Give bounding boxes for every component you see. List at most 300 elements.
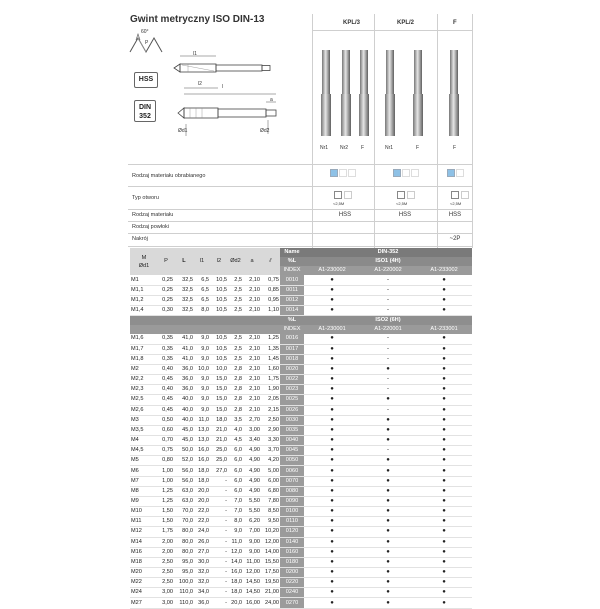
table-row bbox=[130, 456, 472, 466]
size-cell: M1 bbox=[130, 275, 158, 285]
material-icon bbox=[348, 169, 356, 177]
size-cell: M3,5 bbox=[130, 425, 158, 435]
availability-cell: ● bbox=[416, 547, 472, 557]
dim-cell: 2,8 bbox=[228, 395, 243, 405]
size-cell: M9 bbox=[130, 496, 158, 506]
dim-cell: 2,5 bbox=[228, 344, 243, 354]
dim-cell: 0,85 bbox=[261, 285, 280, 295]
availability-cell: ● bbox=[416, 598, 472, 608]
dim-cell: 2,5 bbox=[228, 305, 243, 315]
col-d2: Ød2 bbox=[228, 248, 243, 275]
dim-cell: - bbox=[210, 568, 228, 578]
divider-line bbox=[128, 209, 472, 210]
dim-cell: 10,20 bbox=[261, 527, 280, 537]
availability-cell: ● bbox=[360, 517, 416, 527]
availability-cell: ● bbox=[416, 466, 472, 476]
index-cell: 0022 bbox=[280, 375, 304, 385]
index-cell: 0016 bbox=[280, 334, 304, 344]
availability-cell: ● bbox=[360, 598, 416, 608]
din-badge bbox=[134, 100, 156, 122]
dim-cell: 8,0 bbox=[228, 517, 243, 527]
dim-cell: 7,80 bbox=[261, 496, 280, 506]
dim-cell: 2,10 bbox=[243, 285, 261, 295]
dim-cell: 0,25 bbox=[158, 295, 174, 305]
availability-cell: ● bbox=[416, 275, 472, 285]
dim-cell: 3,30 bbox=[261, 435, 280, 445]
availability-cell: ● bbox=[416, 405, 472, 415]
availability-cell: - bbox=[360, 344, 416, 354]
material-icon bbox=[411, 169, 419, 177]
availability-cell: - bbox=[360, 354, 416, 364]
dim-cell: 2,10 bbox=[243, 354, 261, 364]
dim-cell: 10,5 bbox=[210, 334, 228, 344]
index-cell: 0160 bbox=[280, 547, 304, 557]
availability-cell: ● bbox=[304, 405, 360, 415]
table-row bbox=[130, 354, 472, 364]
divider-line bbox=[128, 233, 472, 234]
dim-cell: 4,20 bbox=[261, 456, 280, 466]
photo-label: Nr1 bbox=[320, 145, 329, 151]
dim-cell: 40,0 bbox=[174, 415, 194, 425]
index-cell: 0090 bbox=[280, 496, 304, 506]
dim-cell: - bbox=[210, 588, 228, 598]
dim-cell: 15,0 bbox=[210, 375, 228, 385]
divider-line bbox=[128, 164, 472, 165]
dim-cell: 2,10 bbox=[243, 395, 261, 405]
dim-cell: 21,0 bbox=[210, 425, 228, 435]
angle-label: 60° bbox=[141, 29, 149, 35]
dim-cell: 32,0 bbox=[194, 578, 210, 588]
hss-badge: HSS bbox=[134, 72, 158, 88]
dim-cell: 8,0 bbox=[194, 305, 210, 315]
index-label: INDEX bbox=[280, 325, 304, 334]
availability-cell: ● bbox=[416, 354, 472, 364]
dim-cell: 34,0 bbox=[194, 588, 210, 598]
dim-cell: 6,0 bbox=[228, 446, 243, 456]
dim-cell: 3,00 bbox=[158, 598, 174, 608]
dim-cell: 2,00 bbox=[158, 537, 174, 547]
material-p-icon bbox=[393, 169, 401, 177]
index-cell: 0050 bbox=[280, 456, 304, 466]
availability-cell: ● bbox=[304, 456, 360, 466]
prop-hole-type: Typ otworu bbox=[132, 195, 159, 201]
availability-cell: ● bbox=[360, 578, 416, 588]
availability-cell: - bbox=[360, 295, 416, 305]
dim-cell: 9,0 bbox=[194, 375, 210, 385]
availability-cell: ● bbox=[304, 275, 360, 285]
availability-cell: ● bbox=[416, 507, 472, 517]
dim-cell: 3,70 bbox=[261, 446, 280, 456]
dim-cell: 95,0 bbox=[174, 568, 194, 578]
dim-cell: 9,00 bbox=[243, 547, 261, 557]
dim-cell: - bbox=[210, 486, 228, 496]
name-label: Name bbox=[280, 248, 304, 257]
blind-hole-icon bbox=[334, 191, 342, 199]
availability-cell: ● bbox=[416, 295, 472, 305]
table-row bbox=[130, 364, 472, 374]
dim-cell: 8,50 bbox=[261, 507, 280, 517]
availability-cell: - bbox=[360, 405, 416, 415]
size-cell: M16 bbox=[130, 547, 158, 557]
dim-cell: 3,40 bbox=[243, 435, 261, 445]
dim-cell: 2,5 bbox=[228, 354, 243, 364]
size-cell: M8 bbox=[130, 486, 158, 496]
dim-cell: 25,0 bbox=[210, 446, 228, 456]
dim-cell: 1,60 bbox=[261, 364, 280, 374]
dim-cell: 19,50 bbox=[261, 578, 280, 588]
dim-cell: 15,0 bbox=[210, 385, 228, 395]
availability-cell: ● bbox=[360, 527, 416, 537]
index-cell: 0220 bbox=[280, 578, 304, 588]
dim-cell: - bbox=[210, 476, 228, 486]
dim-cell: 25,0 bbox=[210, 456, 228, 466]
material-p-icon bbox=[447, 169, 455, 177]
index-cell: 0012 bbox=[280, 295, 304, 305]
availability-cell: ● bbox=[304, 537, 360, 547]
dim-cell: 3,00 bbox=[158, 588, 174, 598]
availability-cell: ● bbox=[416, 375, 472, 385]
code-cell: A1-233001 bbox=[416, 325, 472, 334]
code-cell: A1-230001 bbox=[304, 325, 360, 334]
dim-cell: 7,0 bbox=[228, 507, 243, 517]
availability-cell: ● bbox=[304, 557, 360, 567]
dim-cell: 14,0 bbox=[228, 557, 243, 567]
dim-cell: 7,00 bbox=[243, 527, 261, 537]
availability-cell: ● bbox=[304, 435, 360, 445]
dim-cell: 1,50 bbox=[158, 517, 174, 527]
dim-cell: 2,50 bbox=[158, 568, 174, 578]
table-row bbox=[130, 305, 472, 315]
table-row bbox=[130, 425, 472, 435]
availability-cell: ● bbox=[416, 517, 472, 527]
dim-cell: 2,05 bbox=[261, 395, 280, 405]
size-cell: M27 bbox=[130, 598, 158, 608]
dim-cell: 1,75 bbox=[158, 527, 174, 537]
dim-cell: 12,0 bbox=[228, 547, 243, 557]
dim-cell: - bbox=[210, 578, 228, 588]
dim-cell: 27,0 bbox=[194, 547, 210, 557]
table-row bbox=[130, 405, 472, 415]
index-cell: 0045 bbox=[280, 446, 304, 456]
availability-cell: ● bbox=[304, 466, 360, 476]
availability-cell: ● bbox=[360, 507, 416, 517]
dim-cell: 0,30 bbox=[158, 305, 174, 315]
size-cell: M4,5 bbox=[130, 446, 158, 456]
availability-cell: ● bbox=[416, 344, 472, 354]
size-cell: M20 bbox=[130, 568, 158, 578]
dim-cell: 2,8 bbox=[228, 405, 243, 415]
material-value: HSS bbox=[398, 212, 412, 218]
table-row bbox=[130, 557, 472, 567]
table-row bbox=[130, 578, 472, 588]
index-cell: 0110 bbox=[280, 517, 304, 527]
index-cell: 0040 bbox=[280, 435, 304, 445]
dim-cell: 4,0 bbox=[228, 425, 243, 435]
dim-cell: 5,00 bbox=[261, 466, 280, 476]
dim-cell: 13,0 bbox=[194, 435, 210, 445]
dim-cell: 24,0 bbox=[194, 527, 210, 537]
dim-cell: - bbox=[210, 598, 228, 608]
pct-label: %L bbox=[280, 316, 304, 326]
dim-cell: 16,0 bbox=[228, 568, 243, 578]
prop-material: Rodzaj materiału bbox=[132, 212, 174, 218]
dim-cell: 1,00 bbox=[158, 466, 174, 476]
tap-photos bbox=[312, 30, 472, 150]
dim-cell: 13,0 bbox=[194, 425, 210, 435]
availability-cell: ● bbox=[416, 496, 472, 506]
availability-cell: ● bbox=[304, 507, 360, 517]
dim-cell: 10,5 bbox=[210, 305, 228, 315]
dim-cell: 0,40 bbox=[158, 364, 174, 374]
availability-cell: ● bbox=[416, 385, 472, 395]
availability-cell: ● bbox=[304, 344, 360, 354]
page-title: Gwint metryczny ISO DIN-13 bbox=[130, 14, 265, 25]
col-l2: l2 bbox=[210, 248, 228, 275]
table-row bbox=[130, 385, 472, 395]
dim-cell: 40,0 bbox=[174, 395, 194, 405]
dim-cell: 18,0 bbox=[194, 466, 210, 476]
availability-cell: ● bbox=[416, 285, 472, 295]
table-row bbox=[130, 344, 472, 354]
material-value: HSS bbox=[448, 212, 462, 218]
availability-cell: ● bbox=[360, 425, 416, 435]
dim-cell: 0,45 bbox=[158, 375, 174, 385]
material-icon bbox=[456, 169, 464, 177]
availability-cell: ● bbox=[416, 456, 472, 466]
table-row bbox=[130, 466, 472, 476]
dim-cell: 26,0 bbox=[194, 537, 210, 547]
dim-cell: 15,50 bbox=[261, 557, 280, 567]
size-cell: M2,2 bbox=[130, 375, 158, 385]
dim-cell: 11,0 bbox=[194, 415, 210, 425]
dim-cell: 20,0 bbox=[228, 598, 243, 608]
prop-coating: Rodzaj powłoki bbox=[132, 224, 169, 230]
dim-cell: 4,90 bbox=[243, 456, 261, 466]
d1-label: Ød1 bbox=[178, 128, 188, 134]
table-row bbox=[130, 496, 472, 506]
availability-cell: ● bbox=[360, 415, 416, 425]
dim-cell: 32,5 bbox=[174, 295, 194, 305]
dim-cell: 5,50 bbox=[243, 496, 261, 506]
size-cell: M2,6 bbox=[130, 405, 158, 415]
availability-cell: ● bbox=[416, 446, 472, 456]
index-cell: 0070 bbox=[280, 476, 304, 486]
dim-cell: 41,0 bbox=[174, 354, 194, 364]
availability-cell: - bbox=[360, 275, 416, 285]
availability-cell: ● bbox=[304, 547, 360, 557]
dim-cell: 32,5 bbox=[174, 285, 194, 295]
iso2-label: ISO2 (6H) bbox=[304, 316, 472, 326]
photo-label: Nr2 bbox=[340, 145, 349, 151]
dim-cell: 0,25 bbox=[158, 275, 174, 285]
dim-cell: 32,0 bbox=[194, 568, 210, 578]
availability-cell: ● bbox=[360, 435, 416, 445]
dim-cell: 0,80 bbox=[158, 456, 174, 466]
photo-label: F bbox=[361, 145, 365, 151]
col-m bbox=[130, 248, 158, 275]
dim-cell: 56,0 bbox=[174, 466, 194, 476]
dim-cell: - bbox=[210, 517, 228, 527]
through-hole-icon bbox=[461, 191, 469, 199]
dim-cell: 2,70 bbox=[243, 415, 261, 425]
dim-cell: 6,5 bbox=[194, 285, 210, 295]
index-cell: 0270 bbox=[280, 598, 304, 608]
availability-cell: ● bbox=[416, 305, 472, 315]
photo-label: F bbox=[416, 145, 420, 151]
hole-note: <2,5M bbox=[450, 201, 462, 206]
dim-cell: 2,10 bbox=[243, 305, 261, 315]
size-cell: M1,4 bbox=[130, 305, 158, 315]
section-spacer bbox=[130, 316, 280, 326]
dim-cell: 36,0 bbox=[194, 598, 210, 608]
dim-cell: 6,00 bbox=[261, 476, 280, 486]
table-row bbox=[130, 527, 472, 537]
availability-cell: ● bbox=[416, 334, 472, 344]
dim-cell: 9,00 bbox=[243, 537, 261, 547]
dim-cell: 1,25 bbox=[158, 486, 174, 496]
size-cell: M3 bbox=[130, 415, 158, 425]
dim-cell: 9,0 bbox=[194, 395, 210, 405]
dim-cell: 20,0 bbox=[194, 496, 210, 506]
dim-cell: 45,0 bbox=[174, 425, 194, 435]
availability-cell: - bbox=[360, 305, 416, 315]
size-cell: M6 bbox=[130, 466, 158, 476]
size-cell: M7 bbox=[130, 476, 158, 486]
dim-cell: 63,0 bbox=[174, 486, 194, 496]
dim-cell: 1,10 bbox=[261, 305, 280, 315]
dim-cell: 2,50 bbox=[158, 557, 174, 567]
dim-cell: 2,15 bbox=[261, 405, 280, 415]
din-badge-line1: DIN bbox=[138, 104, 152, 111]
availability-cell: ● bbox=[360, 456, 416, 466]
availability-cell: ● bbox=[360, 486, 416, 496]
dim-cell: 6,0 bbox=[228, 466, 243, 476]
table-header-row bbox=[130, 248, 472, 257]
dim-cell: 45,0 bbox=[174, 435, 194, 445]
iso1-label: ISO1 (4H) bbox=[304, 257, 472, 266]
availability-cell: ● bbox=[304, 496, 360, 506]
dim-cell: 0,35 bbox=[158, 354, 174, 364]
table-row bbox=[130, 568, 472, 578]
availability-cell: ● bbox=[304, 305, 360, 315]
dim-cell: 2,10 bbox=[243, 375, 261, 385]
dim-cell: - bbox=[210, 557, 228, 567]
dim-cell: 56,0 bbox=[174, 476, 194, 486]
availability-cell: ● bbox=[416, 425, 472, 435]
l2-label: l2 bbox=[198, 81, 202, 87]
pitch-label: P bbox=[145, 40, 149, 46]
availability-cell: ● bbox=[416, 578, 472, 588]
index-label: INDEX bbox=[280, 266, 304, 275]
dim-cell: 2,5 bbox=[228, 275, 243, 285]
pct-label: %L bbox=[280, 257, 304, 266]
tap-photo-kpl2 bbox=[385, 50, 423, 136]
code-cell: A1-233002 bbox=[416, 266, 472, 275]
divider-line bbox=[128, 221, 472, 222]
dim-cell: 1,25 bbox=[158, 496, 174, 506]
availability-cell: - bbox=[360, 446, 416, 456]
index-cell: 0180 bbox=[280, 557, 304, 567]
dim-cell: 110,0 bbox=[174, 598, 194, 608]
table-row bbox=[130, 517, 472, 527]
table-row bbox=[130, 375, 472, 385]
dim-cell: 36,0 bbox=[174, 375, 194, 385]
dim-cell: 6,5 bbox=[194, 295, 210, 305]
dim-cell: 2,5 bbox=[228, 334, 243, 344]
index-cell: 0060 bbox=[280, 466, 304, 476]
dim-cell: 32,5 bbox=[174, 275, 194, 285]
l1-label: l1 bbox=[193, 51, 197, 57]
availability-cell: ● bbox=[416, 568, 472, 578]
dim-cell: 10,0 bbox=[210, 364, 228, 374]
dim-cell: 36,0 bbox=[174, 364, 194, 374]
dim-cell: 1,35 bbox=[261, 344, 280, 354]
size-cell: M24 bbox=[130, 588, 158, 598]
l-label: l bbox=[222, 84, 224, 90]
through-hole-icon bbox=[407, 191, 415, 199]
availability-cell: ● bbox=[304, 385, 360, 395]
dim-cell: 36,0 bbox=[174, 385, 194, 395]
dim-cell: 14,50 bbox=[243, 588, 261, 598]
size-cell: M10 bbox=[130, 507, 158, 517]
dim-cell: 14,00 bbox=[261, 547, 280, 557]
dim-cell: 17,50 bbox=[261, 568, 280, 578]
divider-line bbox=[128, 246, 472, 247]
dim-cell: 30,0 bbox=[194, 557, 210, 567]
dim-cell: - bbox=[210, 507, 228, 517]
dim-cell: 0,45 bbox=[158, 405, 174, 415]
availability-cell: ● bbox=[304, 285, 360, 295]
table-row bbox=[130, 435, 472, 445]
dim-cell: 5,50 bbox=[243, 507, 261, 517]
dim-cell: 2,00 bbox=[158, 547, 174, 557]
dim-cell: 22,0 bbox=[194, 507, 210, 517]
dim-cell: 18,0 bbox=[228, 578, 243, 588]
index-cell: 0010 bbox=[280, 275, 304, 285]
table-row bbox=[130, 507, 472, 517]
dim-cell: 1,45 bbox=[261, 354, 280, 364]
dim-cell: 2,5 bbox=[228, 295, 243, 305]
col-head-f: F bbox=[453, 20, 457, 26]
availability-cell: ● bbox=[360, 588, 416, 598]
dim-cell: 2,50 bbox=[261, 415, 280, 425]
availability-cell: ● bbox=[360, 557, 416, 567]
dim-cell: 95,0 bbox=[174, 557, 194, 567]
dim-cell: 2,10 bbox=[243, 405, 261, 415]
size-cell: M1,8 bbox=[130, 354, 158, 364]
dim-cell: 12,00 bbox=[243, 568, 261, 578]
size-cell: M4 bbox=[130, 435, 158, 445]
dim-cell: 9,0 bbox=[194, 385, 210, 395]
availability-cell: ● bbox=[304, 415, 360, 425]
dim-cell: 63,0 bbox=[174, 496, 194, 506]
dim-cell: 6,80 bbox=[261, 486, 280, 496]
table-row bbox=[130, 598, 472, 608]
d2-label: Ød2 bbox=[260, 128, 270, 134]
dim-cell: 7,0 bbox=[228, 496, 243, 506]
material-value: HSS bbox=[338, 212, 352, 218]
availability-cell: - bbox=[360, 334, 416, 344]
dim-cell: 6,20 bbox=[243, 517, 261, 527]
index-cell: 0018 bbox=[280, 354, 304, 364]
size-cell: M2,5 bbox=[130, 395, 158, 405]
dim-cell: 110,0 bbox=[174, 588, 194, 598]
dim-cell: 0,95 bbox=[261, 295, 280, 305]
dim-cell: 15,0 bbox=[210, 405, 228, 415]
table-row bbox=[130, 395, 472, 405]
size-cell: M2,3 bbox=[130, 385, 158, 395]
dim-cell: 9,0 bbox=[194, 344, 210, 354]
